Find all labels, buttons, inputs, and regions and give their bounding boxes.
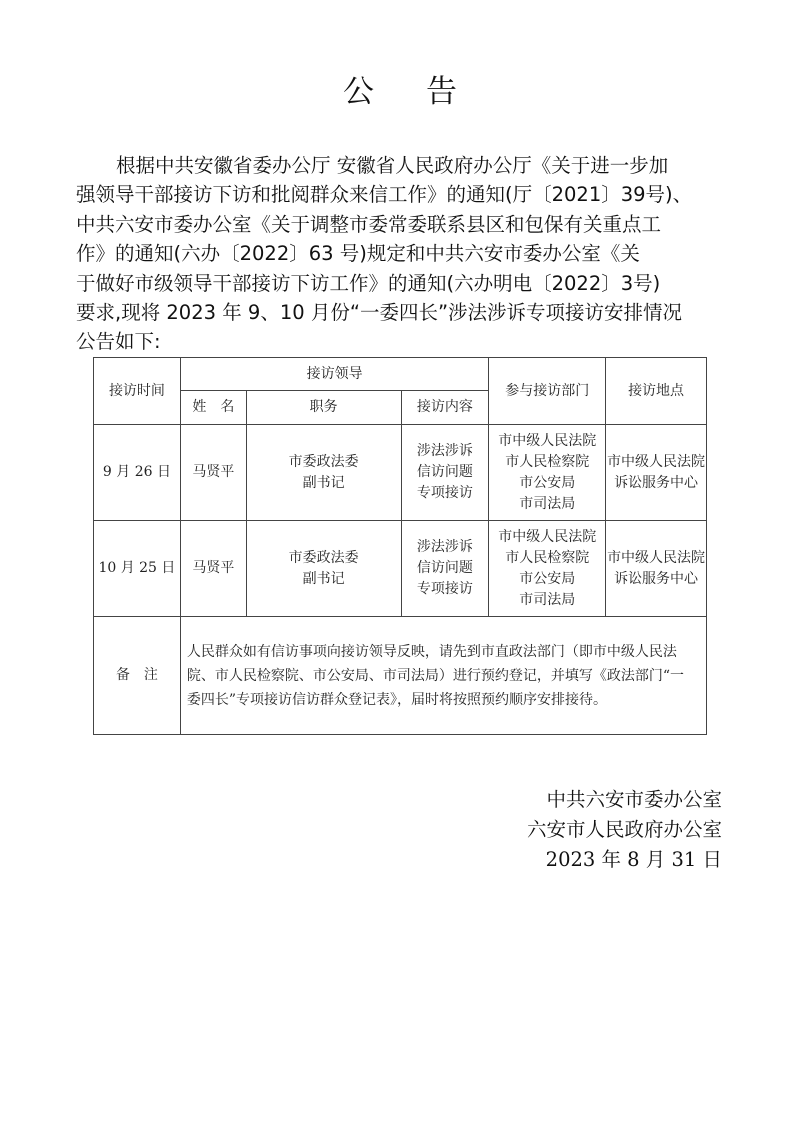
- header-location: 接访地点: [606, 358, 707, 425]
- dept-line: 市人民检察院: [505, 453, 590, 470]
- header-time: 接访时间: [94, 358, 181, 425]
- content-line: 信访问题: [416, 560, 473, 576]
- cell-position: [246, 425, 401, 521]
- dept-line: 市公安局: [519, 570, 576, 587]
- header-departments: 参与接访部门: [489, 358, 606, 425]
- cell-position: [246, 521, 401, 617]
- position-line: 副书记: [302, 474, 345, 491]
- header-position: 职务: [246, 391, 401, 425]
- position-line: 市委政法委: [288, 453, 359, 470]
- body-line: 强领导干部接访下访和批阅群众来信工作》的通知(厅〔2021〕39号)、: [76, 183, 693, 207]
- body-line: 公告如下:: [76, 330, 161, 354]
- dept-line: 市人民检察院: [505, 549, 590, 566]
- body-line: 要求,现将 2023 年 9、10 月份“一委四长”涉法涉诉专项接访安排情况: [76, 301, 683, 325]
- location-line: 诉讼服务中心: [614, 570, 699, 587]
- cell-name: 马贤平: [180, 425, 246, 521]
- signature-block: [527, 785, 722, 875]
- location-line: 市中级人民法院: [607, 453, 706, 470]
- cell-location: [606, 425, 707, 521]
- position-line: 市委政法委: [288, 549, 359, 566]
- announcement-body: [76, 151, 731, 357]
- header-content: 接访内容: [401, 391, 489, 425]
- location-line: 诉讼服务中心: [614, 474, 699, 491]
- note-label: 备 注: [94, 617, 181, 735]
- content-line: 专项接访: [416, 581, 473, 597]
- cell-date: 10 月 25 日: [94, 521, 181, 617]
- cell-location: [606, 521, 707, 617]
- note-row: [94, 617, 707, 735]
- content-line: 专项接访: [416, 485, 473, 501]
- table-header-row: [94, 358, 707, 391]
- note-text: 人民群众如有信访事项向接访领导反映，请先到市直政法部门（即市中级人民法院、市人民检察院、市公安局、市司法局）进行预约登记，并填写《政法部门“一委四长”专项接访信访群众登记表》，届时将按照预约顺序安排接待。: [180, 617, 706, 735]
- dept-line: 市公安局: [519, 474, 576, 491]
- body-line: 中共六安市委办公室《关于调整市委常委联系县区和包保有关重点工: [76, 212, 662, 236]
- schedule-table: [93, 357, 707, 735]
- location-line: 市中级人民法院: [607, 549, 706, 566]
- content-line: 信访问题: [416, 464, 473, 480]
- issuer-org: 中共六安市委办公室: [546, 788, 722, 811]
- dept-line: 市中级人民法院: [498, 528, 597, 545]
- dept-line: 市司法局: [519, 495, 576, 512]
- issuer-org: 六安市人民政府办公室: [526, 818, 722, 841]
- cell-departments: [489, 521, 606, 617]
- document-title: 公告: [343, 74, 509, 110]
- header-name: 姓 名: [180, 391, 246, 425]
- cell-date: 9 月 26 日: [94, 425, 181, 521]
- issue-date: 2023 年 8 月 31 日: [545, 848, 722, 871]
- cell-name: 马贤平: [180, 521, 246, 617]
- position-line: 副书记: [302, 570, 345, 587]
- header-leader-group: 接访领导: [180, 358, 488, 391]
- content-line: 涉法涉诉: [416, 443, 473, 459]
- dept-line: 市司法局: [519, 591, 576, 608]
- dept-line: 市中级人民法院: [498, 432, 597, 449]
- table-row: [94, 521, 707, 617]
- body-line: 于做好市级领导干部接访下访工作》的通知(六办明电〔2022〕3号): [76, 271, 661, 295]
- cell-content: [401, 521, 489, 617]
- cell-departments: [489, 425, 606, 521]
- body-line: 根据中共安徽省委办公厅 安徽省人民政府办公厅《关于进一步加: [116, 154, 669, 177]
- table-row: [94, 425, 707, 521]
- content-line: 涉法涉诉: [416, 539, 473, 555]
- cell-content: [401, 425, 489, 521]
- body-line: 作》的通知(六办〔2022〕63 号)规定和中共六安市委办公室《关: [76, 242, 640, 266]
